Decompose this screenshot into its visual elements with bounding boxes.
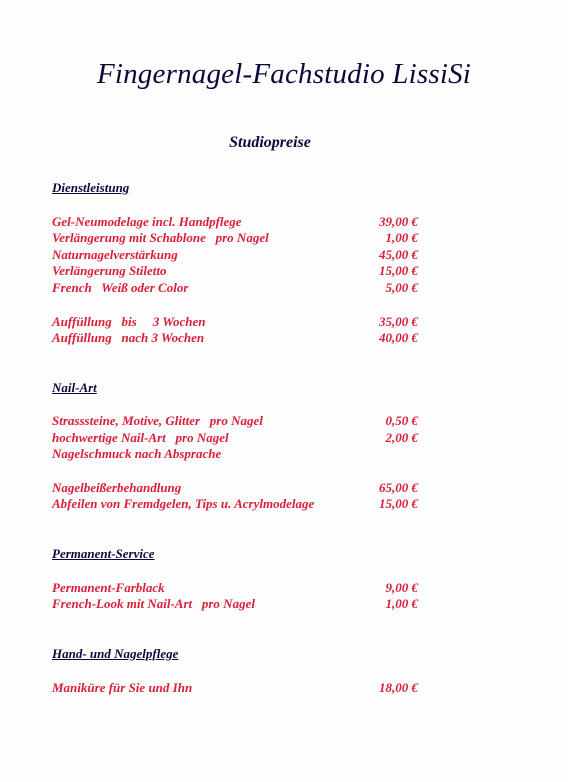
service-name: Abfeilen von Fremdgelen, Tips u. Acrylmodelage bbox=[52, 496, 315, 511]
service-price: 2,00 € bbox=[385, 430, 418, 445]
section-heading-hand-und-nagelpflege: Hand- und Nagelpflege bbox=[52, 646, 179, 661]
service-name: Auffüllung bis 3 Wochen bbox=[52, 314, 206, 329]
section-heading-permanent-service: Permanent-Service bbox=[52, 546, 155, 561]
price-row bbox=[52, 230, 418, 246]
service-price: 5,00 € bbox=[385, 280, 418, 295]
service-name: Strasssteine, Motive, Glitter pro Nagel bbox=[52, 413, 263, 428]
price-row bbox=[52, 247, 418, 263]
service-name: Gel-Neumodelage incl. Handpflege bbox=[52, 214, 242, 229]
service-price: 39,00 € bbox=[379, 214, 418, 229]
service-name: Verlängerung Stiletto bbox=[52, 263, 167, 278]
service-price: 15,00 € bbox=[379, 496, 418, 511]
service-price: 40,00 € bbox=[379, 330, 418, 345]
service-price: 1,00 € bbox=[385, 230, 418, 245]
service-name: French Weiß oder Color bbox=[52, 280, 189, 295]
price-row bbox=[52, 580, 418, 596]
service-price: 0,50 € bbox=[385, 413, 418, 428]
service-price: 35,00 € bbox=[379, 314, 418, 329]
service-name: Auffüllung nach 3 Wochen bbox=[52, 330, 205, 345]
service-name: Permanent-Farblack bbox=[52, 580, 165, 595]
service-price: 9,00 € bbox=[385, 580, 418, 595]
price-row bbox=[52, 446, 418, 462]
price-row bbox=[52, 496, 418, 512]
studio-title: Fingernagel-Fachstudio LissiSi bbox=[96, 58, 472, 90]
price-list-subtitle: Studiopreise bbox=[229, 134, 311, 151]
price-row bbox=[52, 480, 418, 496]
price-row bbox=[52, 263, 418, 279]
service-price: 15,00 € bbox=[379, 263, 418, 278]
price-row bbox=[52, 214, 418, 230]
price-row bbox=[52, 413, 418, 429]
price-row bbox=[52, 680, 418, 696]
service-price: 45,00 € bbox=[379, 247, 418, 262]
service-name: Maniküre für Sie und Ihn bbox=[52, 680, 193, 695]
service-name: Naturnagelverstärkung bbox=[52, 247, 178, 262]
section-heading-nail-art: Nail-Art bbox=[52, 380, 97, 395]
service-price: 65,00 € bbox=[379, 480, 418, 495]
service-name: hochwertige Nail-Art pro Nagel bbox=[52, 430, 229, 445]
service-name: Nagelschmuck nach Absprache bbox=[52, 446, 222, 461]
service-name: French-Look mit Nail-Art pro Nagel bbox=[52, 596, 255, 611]
section-heading-dienstleistung: Dienstleistung bbox=[52, 180, 130, 195]
price-row bbox=[52, 280, 418, 296]
price-row bbox=[52, 330, 418, 346]
service-name: Nagelbeißerbehandlung bbox=[52, 480, 182, 495]
price-row bbox=[52, 430, 418, 446]
price-row bbox=[52, 596, 418, 612]
service-name: Verlängerung mit Schablone pro Nagel bbox=[52, 230, 269, 245]
service-price: 1,00 € bbox=[385, 596, 418, 611]
service-price: 18,00 € bbox=[379, 680, 418, 695]
price-row bbox=[52, 314, 418, 330]
